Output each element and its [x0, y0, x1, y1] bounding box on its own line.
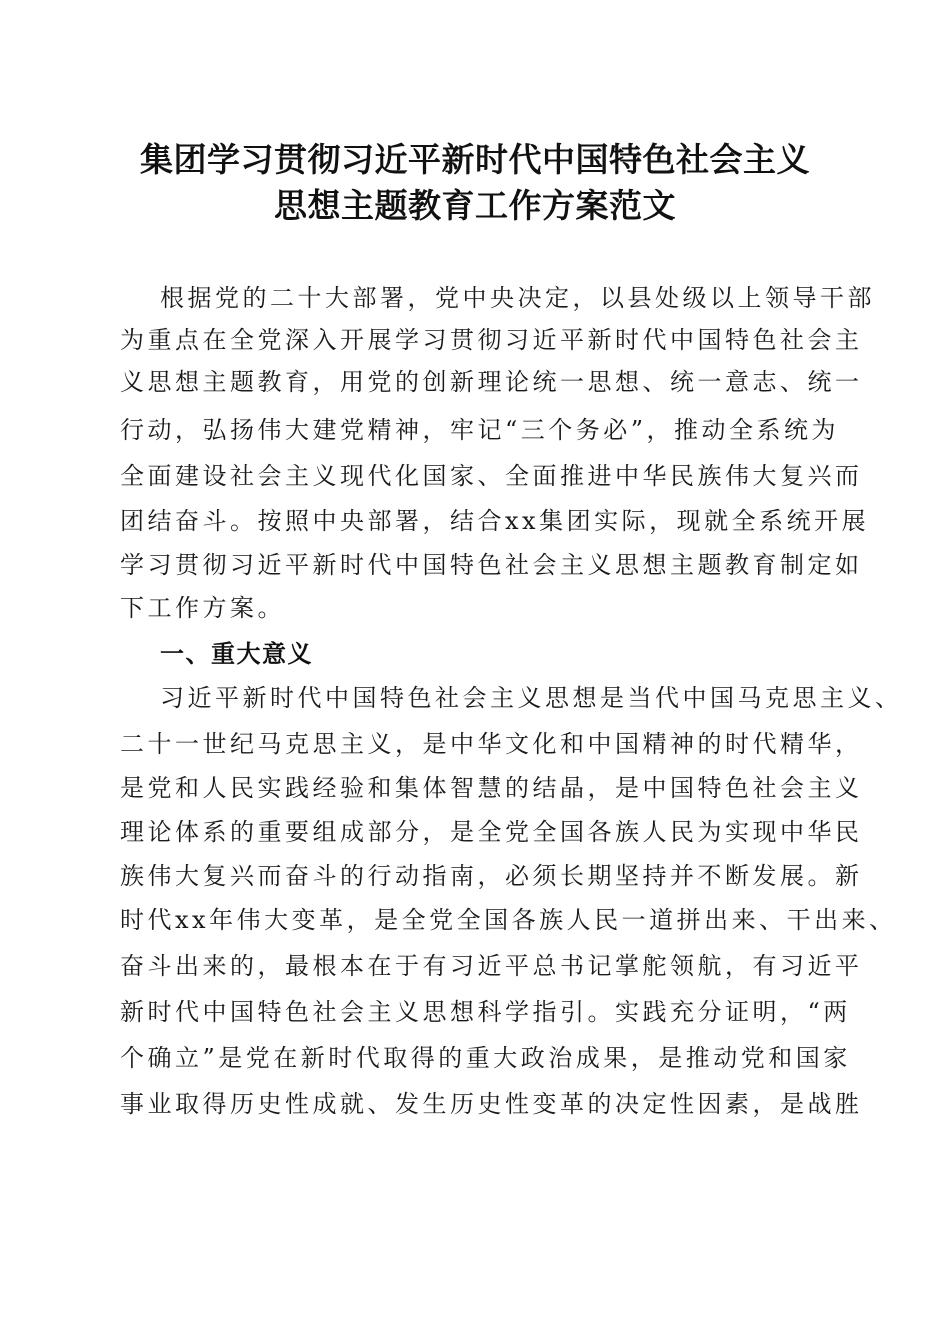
paragraph-intro-line: 义思想主题教育，用党的创新理论统一思想、统一意志、统一 [120, 368, 863, 396]
paragraph-intro-line: 学习贯彻习近平新时代中国特色社会主义思想主题教育制定如 [120, 551, 863, 579]
paragraph-significance-line: 个确立”是党在新时代取得的重大政治成果，是推动党和国家 [120, 1044, 851, 1072]
paragraph-significance-line: 事业取得历史性成就、发生历史性变革的决定性因素，是战胜 [120, 1090, 863, 1118]
document-title-line-1: 集团学习贯彻习近平新时代中国特色社会主义 [140, 140, 810, 179]
section-heading: 一、重大意义 [160, 640, 313, 668]
paragraph-significance-line: 是党和人民实践经验和集体智慧的结晶，是中国特色社会主义 [120, 774, 863, 802]
paragraph-intro-line: 团结奋斗。按照中央部署，结合xx集团实际，现就全系统开展 [120, 507, 870, 535]
paragraph-intro-line: 行动，弘扬伟大建党精神，牢记“三个务必”，推动全系统为 [120, 416, 840, 444]
paragraph-significance-line: 时代xx年伟大变革，是全党全国各族人民一道拼出来、干出来、 [120, 906, 897, 934]
paragraph-intro-line: 全面建设社会主义现代化国家、全面推进中华民族伟大复兴而 [120, 462, 863, 490]
paragraph-intro-line: 根据党的二十大部署，党中央决定，以县处级以上领导干部 [160, 284, 875, 312]
paragraph-intro-line: 下工作方案。 [120, 594, 285, 622]
document-title-line-2: 思想主题教育工作方案范文 [274, 186, 676, 225]
paragraph-significance-line: 族伟大复兴而奋斗的行动指南，必须长期坚持并不断发展。新 [120, 862, 863, 890]
paragraph-significance-line: 奋斗出来的，最根本在于有习近平总书记掌舵领航，有习近平 [120, 952, 863, 980]
paragraph-significance-line: 理论体系的重要组成部分，是全党全国各族人民为实现中华民 [120, 818, 863, 846]
paragraph-significance-line: 习近平新时代中国特色社会主义思想是当代中国马克思主义、 [160, 684, 903, 712]
paragraph-significance-line: 新时代中国特色社会主义思想科学指引。实践充分证明，“两 [120, 998, 851, 1026]
paragraph-significance-line: 二十一世纪马克思主义，是中华文化和中国精神的时代精华， [120, 730, 863, 758]
paragraph-intro-line: 为重点在全党深入开展学习贯彻习近平新时代中国特色社会主 [120, 326, 863, 354]
